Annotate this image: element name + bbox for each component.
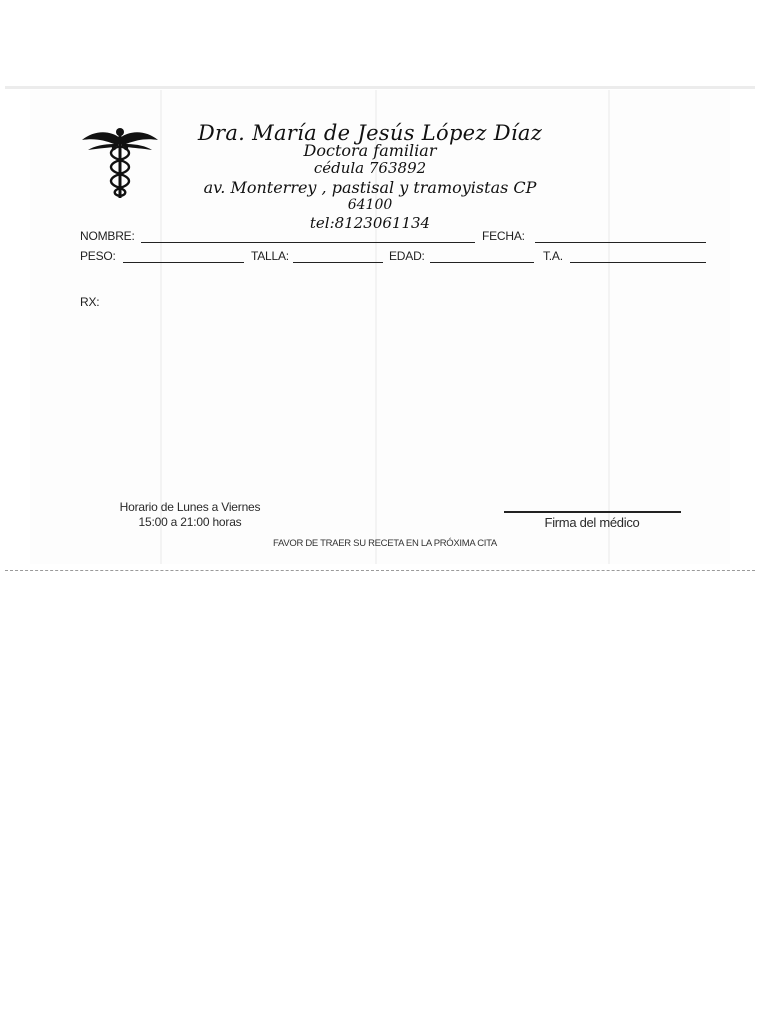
signature-label: Firma del médico (544, 515, 640, 530)
sheet-shade (160, 90, 162, 564)
return-prescription-note: FAVOR DE TRAER SU RECETA EN LA PRÓXIMA CITA (273, 538, 497, 549)
date-label: FECHA: (482, 229, 525, 243)
signature-line (504, 511, 681, 513)
name-label: NOMBRE: (80, 229, 135, 243)
height-label: TALLA: (251, 249, 289, 263)
doctor-specialty: Doctora familiar (303, 141, 437, 160)
age-line (430, 262, 534, 263)
top-border (5, 86, 755, 89)
sheet-shade (608, 90, 610, 564)
age-label: EDAD: (389, 249, 425, 263)
height-line (293, 262, 383, 263)
blood-pressure-label: T.A. (543, 249, 563, 263)
caduceus-icon (80, 124, 160, 200)
schedule-hours: 15:00 a 21:00 horas (138, 515, 242, 529)
postal-code: 64100 (347, 197, 393, 213)
phone-number: tel:8123061134 (309, 214, 431, 232)
rx-label: RX: (80, 295, 100, 309)
schedule-days: Horario de Lunes a Viernes (119, 500, 261, 514)
name-line (141, 242, 475, 243)
license-number: cédula 763892 (313, 159, 427, 177)
weight-line (123, 262, 244, 263)
date-line (535, 242, 706, 243)
cut-line (5, 570, 755, 571)
weight-label: PESO: (80, 249, 116, 263)
doctor-name: Dra. María de Jesús López Díaz (197, 121, 543, 145)
clinic-address: av. Monterrey , pastisal y tramoyistas CP (203, 178, 537, 197)
blood-pressure-line (570, 262, 706, 263)
